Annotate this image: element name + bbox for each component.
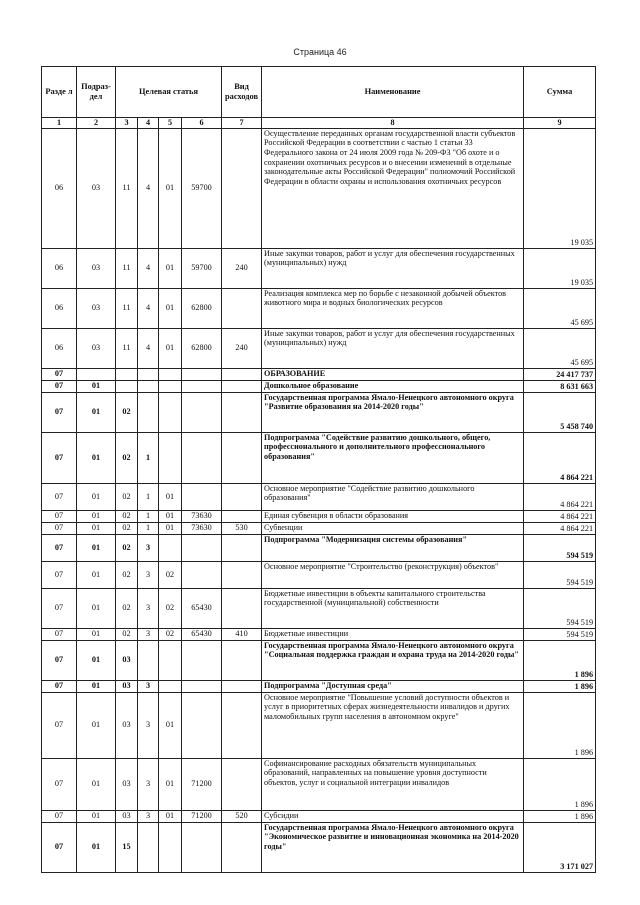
event-code-cell: 01 (159, 510, 182, 522)
table-row (42, 680, 596, 692)
podrazdel-cell: 01 (77, 810, 116, 822)
event-code-cell (159, 380, 182, 392)
sum-cell: 4 864 221 (524, 483, 596, 510)
table-row (42, 534, 596, 561)
subprogram-code-cell (138, 822, 159, 872)
podrazdel-cell: 01 (77, 588, 116, 628)
name-cell: Основное мероприятие "Строительство (реконструкция) объектов" (262, 561, 524, 588)
table-row (42, 392, 596, 432)
expense-type-cell (222, 692, 262, 758)
program-code-cell: 02 (116, 628, 138, 640)
event-code-cell: 01 (159, 483, 182, 510)
name-cell: Бюджетные инвестиции (262, 628, 524, 640)
direction-code-cell (182, 822, 222, 872)
name-cell: Софинансирование расходных обязательств муниципальных образований, направленных на повышение уровня доступности объектов, услуг и социальной интеграции инвалидов (262, 758, 524, 810)
table-row (42, 628, 596, 640)
name-cell: Реализация комплекса мер по борьбе с незаконной добычей объектов животного мира и водных биологических ресурсов (262, 288, 524, 328)
podrazdel-cell: 01 (77, 510, 116, 522)
event-code-cell: 01 (159, 810, 182, 822)
sum-cell: 19 035 (524, 248, 596, 288)
podrazdel-cell: 01 (77, 628, 116, 640)
program-code-cell: 02 (116, 522, 138, 534)
name-cell: ОБРАЗОВАНИЕ (262, 368, 524, 380)
expense-type-cell (222, 534, 262, 561)
event-code-cell: 01 (159, 128, 182, 248)
expense-type-cell: 410 (222, 628, 262, 640)
event-code-cell: 02 (159, 561, 182, 588)
program-code-cell: 02 (116, 432, 138, 483)
subprogram-code-cell: 3 (138, 534, 159, 561)
razdel-cell: 06 (42, 128, 77, 248)
col-number: 4 (138, 118, 159, 129)
event-code-cell: 02 (159, 588, 182, 628)
expense-type-cell (222, 640, 262, 680)
subprogram-code-cell (138, 380, 159, 392)
direction-code-cell: 65430 (182, 588, 222, 628)
podrazdel-cell: 03 (77, 288, 116, 328)
program-code-cell: 02 (116, 561, 138, 588)
podrazdel-cell: 01 (77, 680, 116, 692)
expense-type-cell (222, 510, 262, 522)
razdel-cell: 07 (42, 483, 77, 510)
program-code-cell: 02 (116, 510, 138, 522)
table-row (42, 810, 596, 822)
name-cell: Субсидии (262, 810, 524, 822)
column-number-row (42, 118, 596, 129)
sum-cell: 8 631 663 (524, 380, 596, 392)
subprogram-code-cell (138, 640, 159, 680)
table-row (42, 248, 596, 288)
direction-code-cell: 71200 (182, 810, 222, 822)
razdel-cell: 06 (42, 248, 77, 288)
event-code-cell: 01 (159, 328, 182, 368)
table-row (42, 288, 596, 328)
name-cell: Осуществление переданных органам государственной власти субъектов Российской Федерации в соответствии с частью 1 статьи 33 Федерального закона от 24 июля 2009 года № 209-ФЗ "Об охоте и о сохранении охотничьих ресурсов и о внесении изменений в отдельные законодательные акты Российской Федерации" полномочий Российской Федерации в области охраны и использования охотничьих ресурсов (262, 128, 524, 248)
razdel-cell: 06 (42, 328, 77, 368)
table-body (42, 128, 596, 872)
event-code-cell: 01 (159, 522, 182, 534)
subprogram-code-cell: 4 (138, 288, 159, 328)
sum-cell: 45 695 (524, 288, 596, 328)
razdel-cell: 07 (42, 680, 77, 692)
podrazdel-cell: 01 (77, 483, 116, 510)
sum-cell: 5 458 740 (524, 392, 596, 432)
subprogram-code-cell: 4 (138, 248, 159, 288)
event-code-cell (159, 822, 182, 872)
expense-type-cell (222, 680, 262, 692)
program-code-cell: 03 (116, 810, 138, 822)
podrazdel-cell: 01 (77, 392, 116, 432)
event-code-cell (159, 392, 182, 432)
event-code-cell (159, 534, 182, 561)
program-code-cell: 02 (116, 392, 138, 432)
podrazdel-cell: 01 (77, 522, 116, 534)
subprogram-code-cell (138, 392, 159, 432)
program-code-cell (116, 380, 138, 392)
subprogram-code-cell: 3 (138, 588, 159, 628)
col-number: 7 (222, 118, 262, 129)
expense-type-cell (222, 822, 262, 872)
expense-type-cell (222, 368, 262, 380)
sum-cell: 594 519 (524, 628, 596, 640)
col-number: 1 (42, 118, 77, 129)
table-row (42, 758, 596, 810)
program-code-cell: 11 (116, 288, 138, 328)
table-row (42, 522, 596, 534)
direction-code-cell (182, 432, 222, 483)
program-code-cell: 03 (116, 692, 138, 758)
razdel-cell: 07 (42, 522, 77, 534)
expense-type-cell: 240 (222, 248, 262, 288)
name-cell: Бюджетные инвестиции в объекты капитального строительства государственной (муниципальной) собственности (262, 588, 524, 628)
direction-code-cell (182, 640, 222, 680)
direction-code-cell (182, 692, 222, 758)
razdel-cell: 07 (42, 380, 77, 392)
col-number: 6 (182, 118, 222, 129)
name-cell: Основное мероприятие "Повышение условий доступности объектов и услуг в приоритетных сферах жизнедеятельности инвалидов и других маломобильных групп населения в автономном округе" (262, 692, 524, 758)
header-naimenovanie: Наименование (262, 67, 524, 118)
expense-type-cell (222, 758, 262, 810)
program-code-cell: 02 (116, 588, 138, 628)
program-code-cell: 03 (116, 680, 138, 692)
direction-code-cell: 62800 (182, 328, 222, 368)
table-row (42, 328, 596, 368)
direction-code-cell: 59700 (182, 128, 222, 248)
name-cell: Субвенции (262, 522, 524, 534)
sum-cell: 594 519 (524, 534, 596, 561)
direction-code-cell (182, 561, 222, 588)
table-row (42, 561, 596, 588)
col-number: 2 (77, 118, 116, 129)
direction-code-cell: 65430 (182, 628, 222, 640)
sum-cell: 594 519 (524, 561, 596, 588)
expense-type-cell (222, 561, 262, 588)
podrazdel-cell: 01 (77, 822, 116, 872)
event-code-cell: 01 (159, 758, 182, 810)
header-podrazdel: Подраз- дел (77, 67, 116, 118)
podrazdel-cell: 01 (77, 758, 116, 810)
name-cell: Подпрограмма "Содействие развитию дошкольного, общего, профессионального и дополнительного профессионального образования" (262, 432, 524, 483)
program-code-cell: 11 (116, 328, 138, 368)
expense-type-cell: 240 (222, 328, 262, 368)
subprogram-code-cell: 4 (138, 328, 159, 368)
razdel-cell: 07 (42, 534, 77, 561)
podrazdel-cell: 01 (77, 561, 116, 588)
razdel-cell: 07 (42, 628, 77, 640)
sum-cell: 594 519 (524, 588, 596, 628)
podrazdel-cell (77, 368, 116, 380)
col-number: 5 (159, 118, 182, 129)
podrazdel-cell: 01 (77, 432, 116, 483)
event-code-cell (159, 368, 182, 380)
razdel-cell: 07 (42, 561, 77, 588)
direction-code-cell: 73630 (182, 522, 222, 534)
header-celevaya-statya: Целевая статья (116, 67, 222, 118)
event-code-cell: 01 (159, 288, 182, 328)
expense-type-cell: 530 (222, 522, 262, 534)
table-row (42, 380, 596, 392)
subprogram-code-cell: 3 (138, 810, 159, 822)
sum-cell: 45 695 (524, 328, 596, 368)
table-row (42, 432, 596, 483)
sum-cell: 4 864 221 (524, 522, 596, 534)
name-cell: Иные закупки товаров, работ и услуг для обеспечения государственных (муниципальных) нужд (262, 328, 524, 368)
program-code-cell: 11 (116, 248, 138, 288)
subprogram-code-cell: 1 (138, 510, 159, 522)
program-code-cell: 15 (116, 822, 138, 872)
sum-cell: 1 896 (524, 680, 596, 692)
table-row (42, 510, 596, 522)
direction-code-cell (182, 368, 222, 380)
program-code-cell: 11 (116, 128, 138, 248)
name-cell: Дошкольное образование (262, 380, 524, 392)
podrazdel-cell: 01 (77, 534, 116, 561)
razdel-cell: 07 (42, 692, 77, 758)
name-cell: Государственная программа Ямало-Ненецкого автономного округа "Социальная поддержка граждан и охрана труда на 2014-2020 годы" (262, 640, 524, 680)
razdel-cell: 07 (42, 640, 77, 680)
program-code-cell: 02 (116, 483, 138, 510)
subprogram-code-cell: 1 (138, 483, 159, 510)
direction-code-cell (182, 392, 222, 432)
table-row (42, 822, 596, 872)
name-cell: Государственная программа Ямало-Ненецкого автономного округа "Развитие образования на 2014-2020 годы" (262, 392, 524, 432)
sum-cell: 3 171 027 (524, 822, 596, 872)
name-cell: Основное мероприятие "Содействие развитию дошкольного образования" (262, 483, 524, 510)
event-code-cell: 01 (159, 692, 182, 758)
expense-type-cell (222, 483, 262, 510)
table-row (42, 483, 596, 510)
razdel-cell: 07 (42, 758, 77, 810)
table-row (42, 588, 596, 628)
subprogram-code-cell: 3 (138, 692, 159, 758)
budget-table (41, 66, 596, 873)
subprogram-code-cell (138, 368, 159, 380)
direction-code-cell (182, 380, 222, 392)
subprogram-code-cell: 1 (138, 432, 159, 483)
col-number: 8 (262, 118, 524, 129)
sum-cell: 1 896 (524, 758, 596, 810)
sum-cell: 4 864 221 (524, 432, 596, 483)
event-code-cell (159, 680, 182, 692)
podrazdel-cell: 03 (77, 248, 116, 288)
subprogram-code-cell: 1 (138, 522, 159, 534)
direction-code-cell: 71200 (182, 758, 222, 810)
subprogram-code-cell: 3 (138, 561, 159, 588)
name-cell: Государственная программа Ямало-Ненецкого автономного округа "Экономическое развитие и инновационная экономика на 2014-2020 годы" (262, 822, 524, 872)
razdel-cell: 07 (42, 392, 77, 432)
expense-type-cell (222, 288, 262, 328)
expense-type-cell: 520 (222, 810, 262, 822)
razdel-cell: 07 (42, 368, 77, 380)
page-number-label: Страница 46 (293, 47, 347, 57)
razdel-cell: 07 (42, 810, 77, 822)
sum-cell: 19 035 (524, 128, 596, 248)
razdel-cell: 07 (42, 588, 77, 628)
expense-type-cell (222, 588, 262, 628)
table-row (42, 128, 596, 248)
name-cell: Иные закупки товаров, работ и услуг для обеспечения государственных (муниципальных) нужд (262, 248, 524, 288)
subprogram-code-cell: 3 (138, 680, 159, 692)
name-cell: Подпрограмма "Модернизация системы образования" (262, 534, 524, 561)
header-summa: Сумма (524, 67, 596, 118)
table-row (42, 368, 596, 380)
header-razdel: Разде л (42, 67, 77, 118)
expense-type-cell (222, 380, 262, 392)
table-row (42, 692, 596, 758)
expense-type-cell (222, 432, 262, 483)
expense-type-cell (222, 392, 262, 432)
razdel-cell: 07 (42, 432, 77, 483)
sum-cell: 4 864 221 (524, 510, 596, 522)
program-code-cell: 03 (116, 758, 138, 810)
razdel-cell: 07 (42, 510, 77, 522)
podrazdel-cell: 01 (77, 380, 116, 392)
program-code-cell: 03 (116, 640, 138, 680)
name-cell: Подпрограмма "Доступная среда" (262, 680, 524, 692)
col-number: 3 (116, 118, 138, 129)
direction-code-cell (182, 534, 222, 561)
sum-cell: 1 896 (524, 692, 596, 758)
event-code-cell: 02 (159, 628, 182, 640)
direction-code-cell: 62800 (182, 288, 222, 328)
podrazdel-cell: 03 (77, 128, 116, 248)
direction-code-cell (182, 680, 222, 692)
event-code-cell (159, 432, 182, 483)
subprogram-code-cell: 4 (138, 128, 159, 248)
sum-cell: 1 896 (524, 640, 596, 680)
event-code-cell: 01 (159, 248, 182, 288)
program-code-cell (116, 368, 138, 380)
event-code-cell (159, 640, 182, 680)
podrazdel-cell: 01 (77, 692, 116, 758)
col-number: 9 (524, 118, 596, 129)
header-row (42, 67, 596, 118)
podrazdel-cell: 01 (77, 640, 116, 680)
podrazdel-cell: 03 (77, 328, 116, 368)
direction-code-cell: 59700 (182, 248, 222, 288)
program-code-cell: 02 (116, 534, 138, 561)
sum-cell: 1 896 (524, 810, 596, 822)
razdel-cell: 07 (42, 822, 77, 872)
razdel-cell: 06 (42, 288, 77, 328)
expense-type-cell (222, 128, 262, 248)
table-row (42, 640, 596, 680)
name-cell: Единая субвенция в области образования (262, 510, 524, 522)
direction-code-cell: 73630 (182, 510, 222, 522)
subprogram-code-cell: 3 (138, 758, 159, 810)
subprogram-code-cell: 3 (138, 628, 159, 640)
header-vid-rashodov: Вид расходов (222, 67, 262, 118)
sum-cell: 24 417 737 (524, 368, 596, 380)
direction-code-cell (182, 483, 222, 510)
